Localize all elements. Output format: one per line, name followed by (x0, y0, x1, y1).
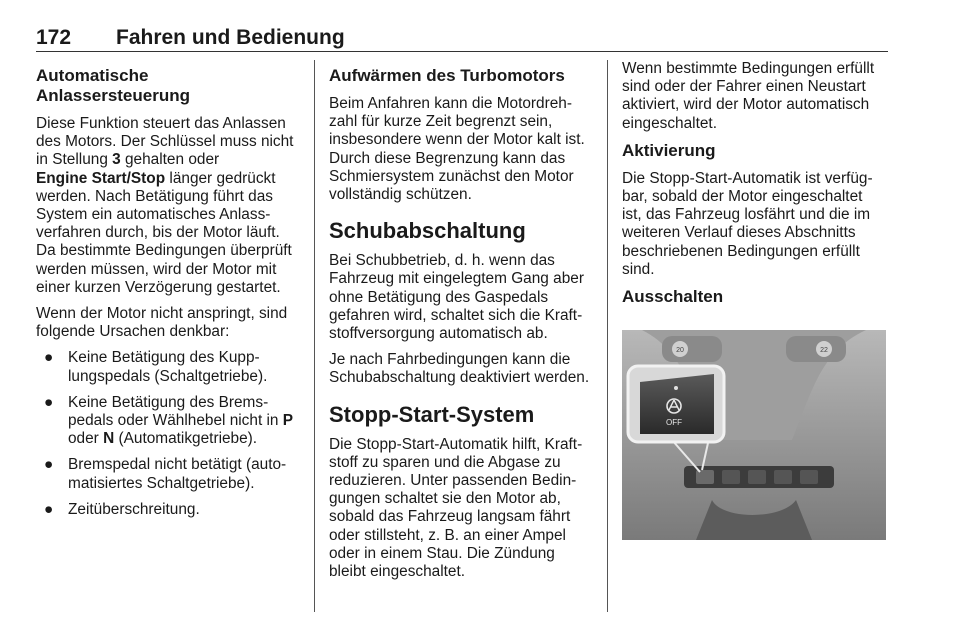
cause-list (36, 349, 300, 519)
section-heading-aktivierung: Aktivierung (622, 140, 716, 160)
dashboard-illustration (622, 330, 886, 540)
chapter-title: Fahren und Bedienung (116, 26, 345, 49)
vent-left-label: 20 (676, 347, 684, 354)
column-2 (329, 60, 593, 589)
section-heading-anlassersteuerung: Automatische Anlassersteuerung (36, 66, 190, 105)
paragraph: Die Stopp-Start-Automatik ist verfügbar, sobald der Motor eingeschaltet ist, das Fahrzeug losfährt und die im weiteren Verlauf dieses Abschnitts beschriebenen Bedingungen erfüllt sind. (622, 169, 873, 278)
section-heading-ausschalten: Ausschalten (622, 287, 724, 307)
section-heading-stopp-start: Stopp-Start-System (329, 401, 535, 427)
list-item: ● Zeitüberschreitung. (44, 500, 200, 518)
paragraph: Wenn bestimmte Bedingungen erfüllt sind oder der Fahrer einen Neustart aktiviert, wird der Motor automatisch eingeschaltet. (622, 60, 875, 132)
gear-n: N (103, 430, 115, 448)
gear-p: P (282, 412, 294, 430)
section-heading-schubabschaltung: Schubabschaltung (329, 218, 526, 244)
column-3 (622, 60, 886, 316)
paragraph: Die Stopp-Start-Automatik hilft, Kraftstoff zu sparen und die Abgase zu reduzieren. Unter passenden Bedingungen schaltet sie den Motor ab, sobald das Fahrzeug langsam fährt oder stillsteht, z. B. an einer Ampel oder in einem Stau. Die Zündung bleibt eingeschaltet. (329, 435, 583, 581)
vent-left (662, 336, 722, 362)
paragraph: Diese Funktion steuert das Anlassen des Motors. Der Schlüssel muss nicht in Stellung 3 gehalten oder Engine Start/Stop länger gedrückt werden. Nach Betätigung führt das System ein automatisches Anlassverfahren durch, bis der Motor läuft. Da bestimmte Bedingungen überprüft werden müssen, wird der Motor mit einer kurzen Verzögerung gestartet. (36, 115, 294, 296)
list-item: ● Keine Betätigung des Bremspedals oder Wählhebel nicht in P oder N (Automatikgetriebe). (44, 393, 294, 448)
paragraph: Beim Anfahren kann die Motordrehzahl für kurze Zeit begrenzt sein, insbesondere wenn der Motor kalt ist. Durch diese Begrenzung kann das Schmiersystem zunächst den Motor vollständig schützen. (329, 95, 585, 204)
paragraph: Bei Schubbetrieb, d. h. wenn das Fahrzeug mit eingelegtem Gang aber ohne Betätigung des Gaspedals gefahren wird, schaltet sich die Kraftstoffversorgung automatisch ab. (329, 252, 584, 343)
off-label: OFF (666, 418, 682, 427)
column-1 (36, 60, 300, 527)
vent-right-label: 22 (820, 347, 828, 354)
header-rule (36, 51, 888, 52)
bullet: ● (44, 500, 54, 518)
bullet: ● (44, 393, 54, 411)
bullet: ● (44, 349, 54, 367)
indicator-led (674, 386, 678, 390)
section-heading-turbomotor: Aufwärmen des Turbomotors (329, 66, 565, 85)
paragraph: Wenn der Motor nicht anspringt, sind folgende Ursachen denkbar: (36, 305, 288, 341)
column-divider-2 (607, 60, 608, 612)
button-name: Engine Start/Stop (36, 169, 166, 187)
list-item: ● Bremspedal nicht betätigt (automatisiertes Schaltgetriebe). (44, 456, 287, 492)
bullet: ● (44, 456, 54, 474)
paragraph: Je nach Fahrbedingungen kann die Schubabschaltung deaktiviert werden. (329, 351, 590, 387)
list-item: ● Keine Betätigung des Kupplungspedals (Schaltgetriebe). (44, 349, 268, 385)
key-position: 3 (112, 151, 121, 169)
stop-start-button-photo (622, 330, 886, 540)
page-header (36, 26, 888, 52)
column-divider-1 (314, 60, 315, 612)
page-number: 172 (36, 26, 72, 49)
